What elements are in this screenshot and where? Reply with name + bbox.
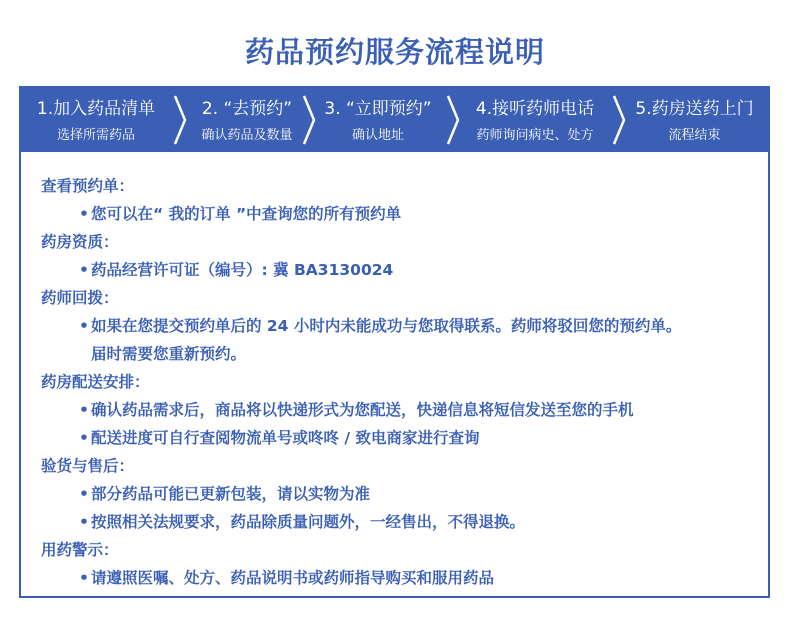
bullet-icon: • <box>79 429 89 447</box>
step-title: 3. “立即预约” <box>324 99 432 119</box>
list-item <box>41 256 756 284</box>
list-item-text: 按照相关法规要求，药品除质量问题外，一经售出，不得退换。 <box>91 513 526 531</box>
list-item <box>41 508 756 536</box>
bullet-icon: • <box>79 569 89 587</box>
section-heading: 用药警示： <box>41 541 119 559</box>
step-subtitle: 流程结束 <box>668 128 721 143</box>
list-item-text: 如果在您提交预约单后的 24 小时内未能成功与您取得联系。药师将驳回您的预约单。 <box>91 317 682 335</box>
section-heading: 药房资质： <box>41 233 119 251</box>
step-3 <box>314 88 442 152</box>
list-item <box>41 564 756 592</box>
step-title: 2. “去预约” <box>201 99 293 119</box>
list-item <box>41 480 756 508</box>
section-heading: 药房配送安排： <box>41 373 150 391</box>
page-title: 药品预约服务流程说明 <box>244 35 545 69</box>
info-frame <box>19 86 770 598</box>
list-item <box>41 424 756 452</box>
list-item <box>41 200 756 228</box>
section-heading: 药师回拨： <box>41 289 119 307</box>
list-item-text: 请遵照医嘱、处方、药品说明书或药师指导购买和服用药品 <box>91 569 495 587</box>
section-heading: 验货与售后： <box>41 457 135 475</box>
step-subtitle: 确认地址 <box>351 128 404 143</box>
step-subtitle: 确认药品及数量 <box>201 128 293 143</box>
step-title: 4.接听药师电话 <box>475 99 595 119</box>
chevron-right-icon <box>445 94 461 146</box>
bullet-icon: • <box>79 485 89 503</box>
list-item <box>41 312 756 340</box>
list-item-text: 配送进度可自行查阅物流单号或咚咚 / 致电商家进行查询 <box>91 429 480 447</box>
process-steps-bar <box>21 88 768 152</box>
section-heading: 查看预约单： <box>41 177 135 195</box>
step-subtitle: 药师询问病史、处方 <box>476 128 594 143</box>
step-2 <box>185 88 309 152</box>
list-item-text: 确认药品需求后，商品将以快递形式为您配送，快递信息将短信发送至您的手机 <box>91 401 634 419</box>
info-content <box>41 172 756 592</box>
step-subtitle: 选择所需药品 <box>56 128 135 143</box>
step-4 <box>460 88 610 152</box>
step-5 <box>621 88 768 152</box>
step-title: 5.药房送药上门 <box>635 99 754 119</box>
list-item-text: 您可以在“ 我的订单 ”中查询您的所有预约单 <box>91 205 402 223</box>
bullet-icon: • <box>79 513 89 531</box>
bullet-icon: • <box>79 401 89 419</box>
step-1 <box>21 88 171 152</box>
list-item <box>41 396 756 424</box>
list-item-text: 药品经营许可证（编号）: 冀 BA3130024 <box>91 261 394 279</box>
step-title: 1.加入药品清单 <box>36 99 156 119</box>
bullet-icon: • <box>79 261 89 279</box>
list-item-continuation: 届时需要您重新预约。 <box>91 345 247 363</box>
list-item-text: 部分药品可能已更新包装，请以实物为准 <box>91 485 371 503</box>
bullet-icon: • <box>79 317 89 335</box>
bullet-icon: • <box>79 205 89 223</box>
